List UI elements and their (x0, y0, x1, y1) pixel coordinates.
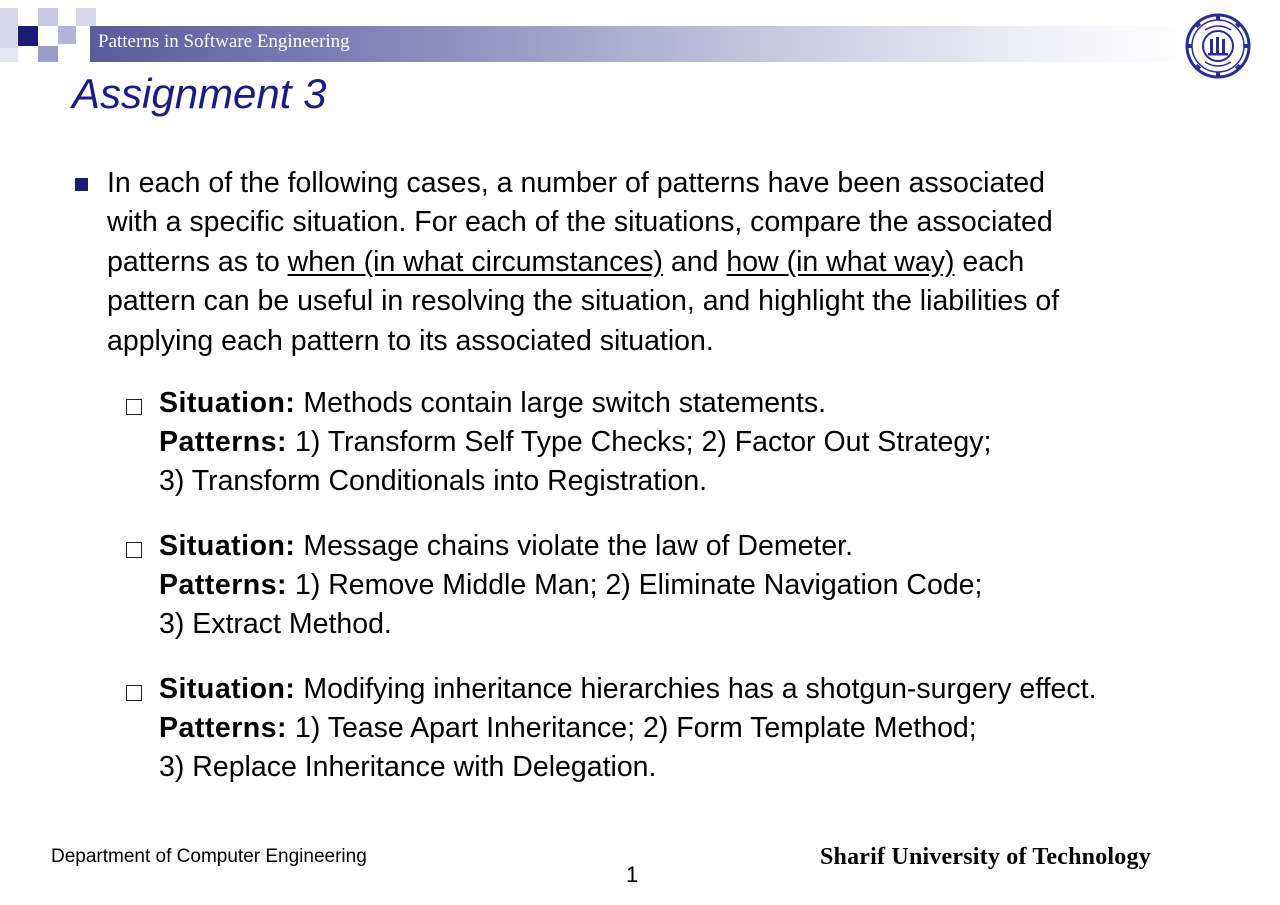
situation-text: Modifying inheritance hierarchies has a shotgun-surgery effect. (295, 673, 1097, 705)
header-decor-square (0, 8, 18, 48)
situation-text-block (159, 670, 1096, 787)
situation-line (159, 670, 1096, 709)
patterns-continuation: 3) Transform Conditionals into Registration. (159, 465, 708, 497)
intro-line: applying each pattern to its associated situation. (107, 324, 714, 357)
patterns-label: Patterns: (159, 426, 288, 458)
intro-line: with a specific situation. For each of the situations, compare the associated (107, 206, 1053, 239)
patterns-line (159, 423, 991, 462)
header-decor-square (18, 26, 38, 46)
intro-paragraph (107, 164, 1227, 361)
course-title: Patterns in Software Engineering (98, 31, 350, 52)
patterns-label: Patterns: (159, 712, 288, 744)
patterns-continuation: 3) Extract Method. (159, 608, 392, 640)
hollow-square-bullet-icon (126, 542, 142, 558)
patterns-text: 1) Remove Middle Man; 2) Eliminate Navigation Code; (287, 569, 983, 601)
situation-label: Situation: (159, 387, 296, 419)
situation-text: Message chains violate the law of Demeter. (295, 530, 854, 562)
patterns-line (159, 566, 982, 605)
situation-text-block (159, 384, 991, 501)
page-number: 1 (626, 862, 639, 887)
university-seal-icon (1185, 10, 1251, 82)
university-footer: Sharif University of Technology (820, 844, 1151, 870)
underlined-when: when (in what circumstances) (287, 245, 663, 278)
header-decor-square (0, 48, 18, 62)
patterns-text: 1) Transform Self Type Checks; 2) Factor Out Strategy; (287, 426, 992, 458)
department-footer: Department of Computer Engineering (51, 846, 367, 867)
intro-text: and (663, 245, 727, 278)
intro-line: pattern can be useful in resolving the situation, and highlight the liabilities of (107, 285, 1060, 318)
header-decor-square (38, 46, 58, 62)
situation-label: Situation: (159, 530, 296, 562)
intro-line (107, 243, 1227, 282)
intro-line: In each of the following cases, a number of patterns have been associated (107, 167, 1045, 199)
header-decor-square (76, 8, 96, 26)
patterns-text: 1) Tease Apart Inheritance; 2) Form Template Method; (287, 712, 977, 744)
underlined-how: how (in what way) (726, 245, 955, 278)
hollow-square-bullet-icon (126, 399, 142, 415)
header-decor-square (58, 26, 76, 44)
patterns-label: Patterns: (159, 569, 288, 601)
slide-title: Assignment 3 (72, 70, 327, 117)
patterns-line (159, 709, 1096, 748)
situation-text-block (159, 527, 982, 644)
intro-text: patterns as to (107, 245, 288, 278)
hollow-square-bullet-icon (126, 685, 142, 701)
situation-line (159, 527, 982, 566)
square-bullet-icon (75, 178, 88, 191)
situation-label: Situation: (159, 673, 296, 705)
situation-text: Methods contain large switch statements. (295, 387, 827, 419)
intro-text: each (954, 245, 1025, 278)
situation-line (159, 384, 991, 423)
header-decor-square (38, 8, 58, 26)
patterns-continuation: 3) Replace Inheritance with Delegation. (159, 751, 657, 783)
